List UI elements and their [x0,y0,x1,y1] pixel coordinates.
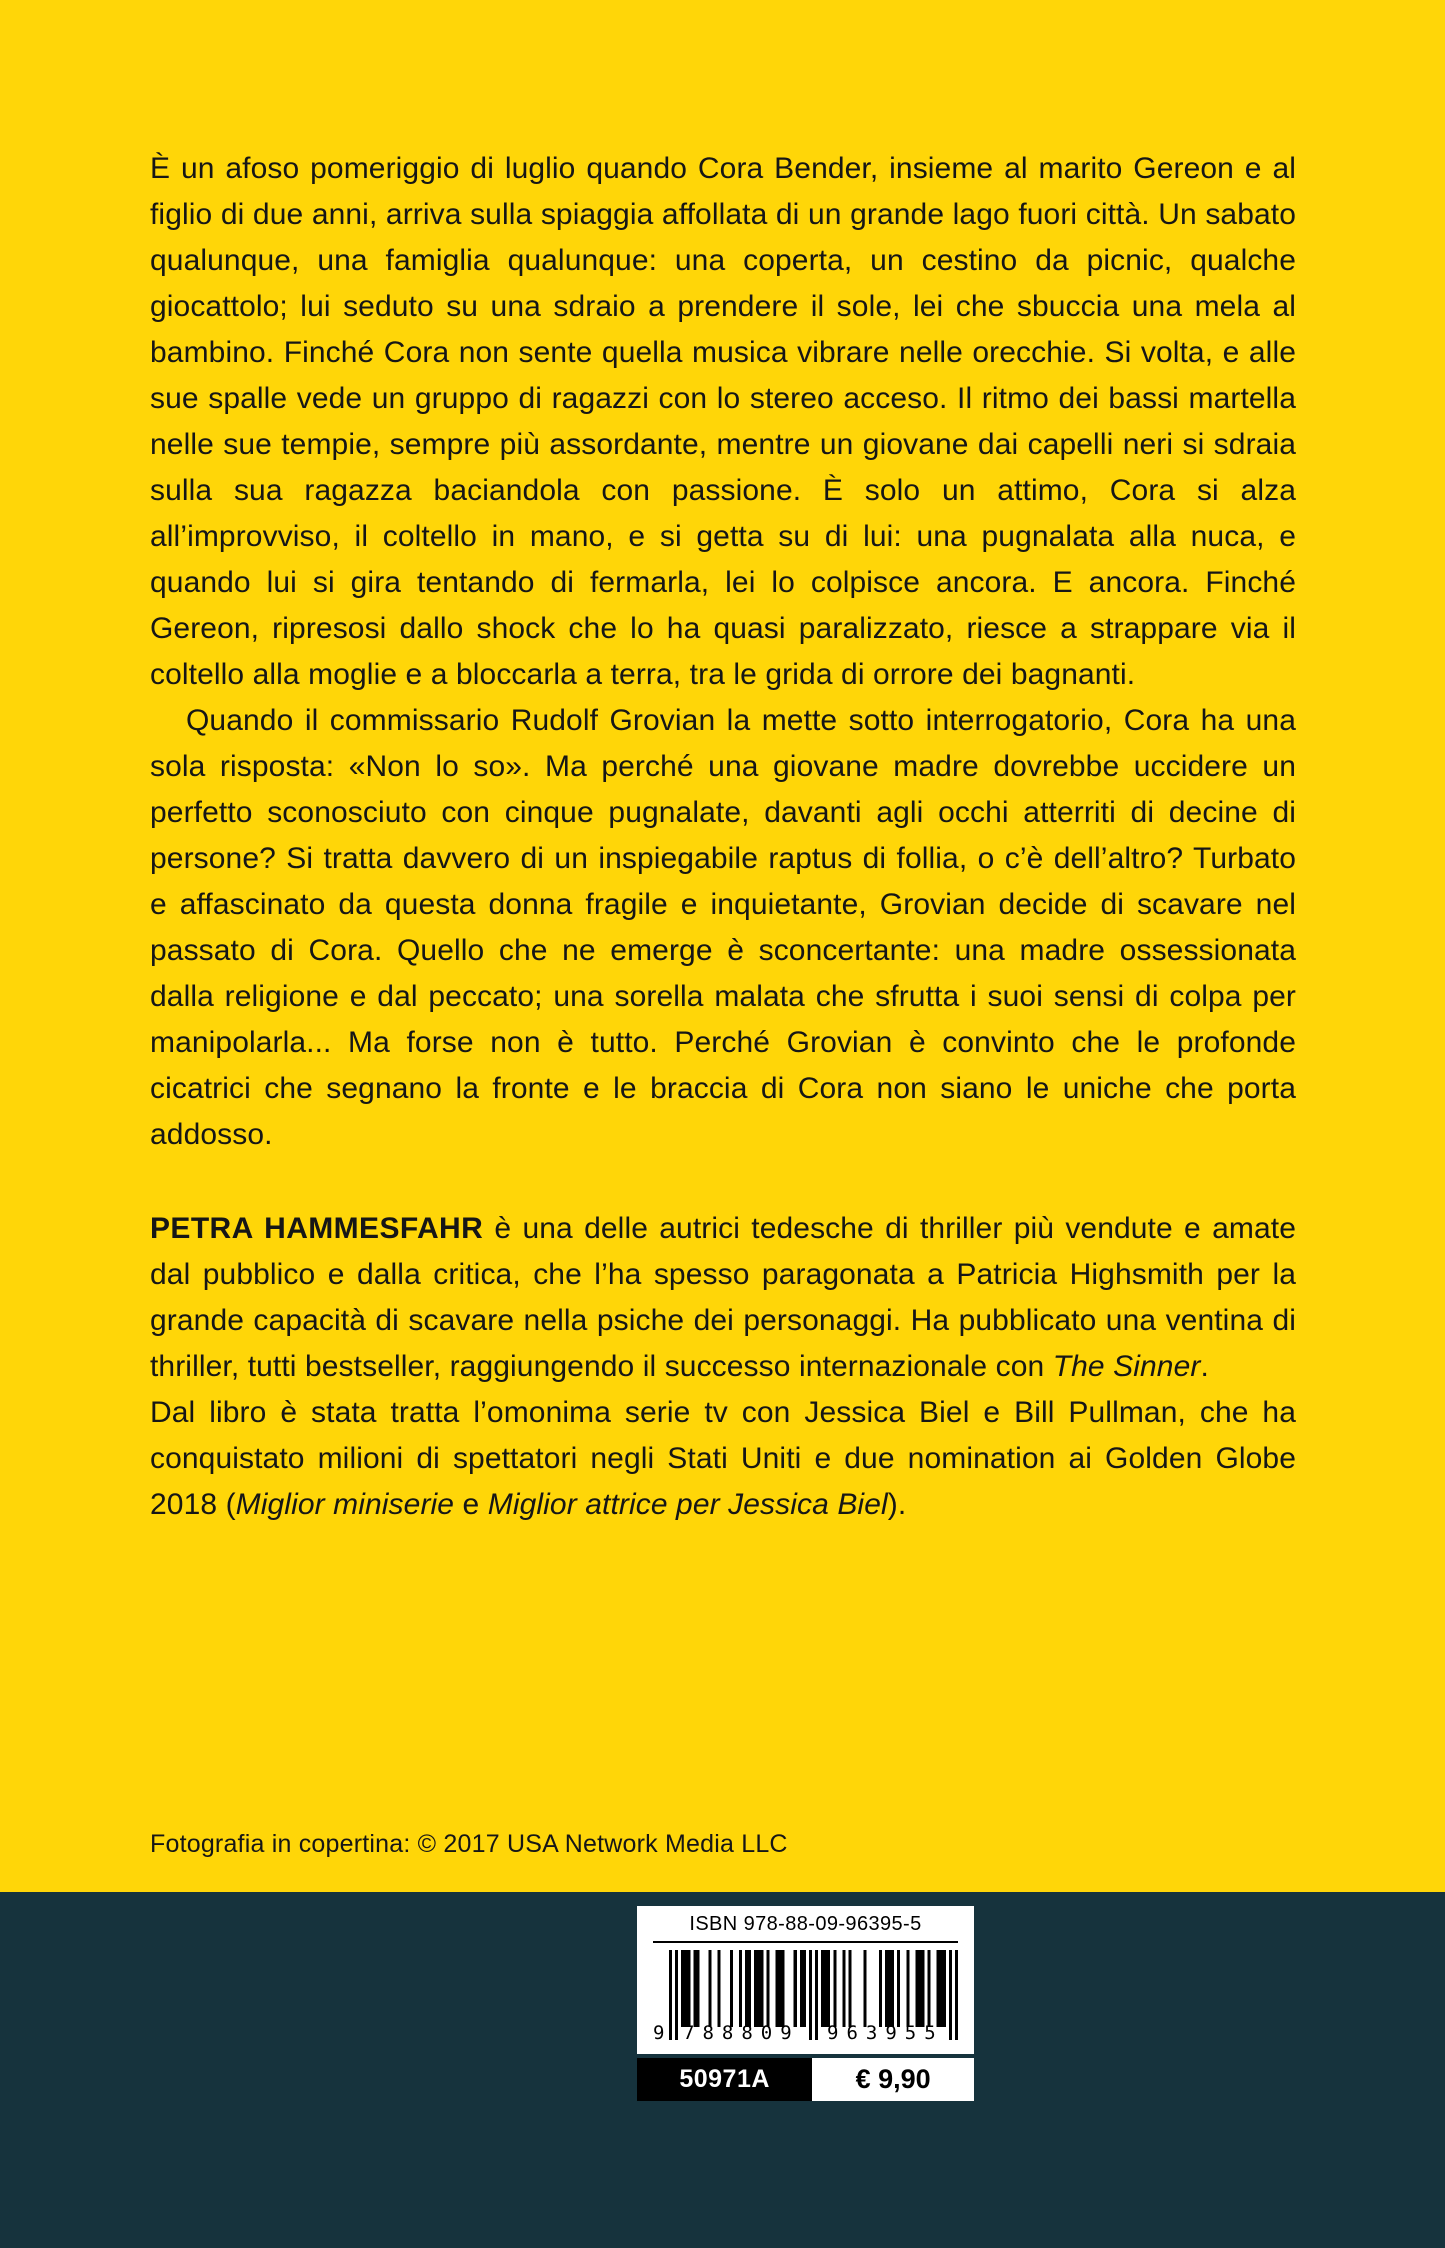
isbn-box [637,1906,974,2054]
author-bio-text: è una delle autrici tedesche di thriller più vendute e amate dal pubblico e dalla critica, che l’ha spesso paragonata a Patricia Highsmith per la grande capacità di scavare nella psiche dei personaggi. Ha pubblicato una ventina di thriller, tutti bestseller, raggiungendo il successo internazionale con [150,1212,1296,1383]
photo-credit: Fotografia in copertina: © 2017 USA Network Media LLC [150,1830,788,1858]
nomination-italic-2: Miglior attrice per Jessica Biel [487,1488,888,1521]
synopsis-section [150,146,1296,1158]
tv-series-text: Dal libro è stata tratta l’omonima serie tv con Jessica Biel e Bill Pullman, che ha conquistato milioni di spettatori negli Stati Uniti e due nomination ai Golden Globe 2018 ( [150,1396,1296,1521]
back-cover-text [150,146,1296,1528]
author-name: PETRA HAMMESFAHR [150,1212,484,1245]
price-badge: € 9,90 [812,2058,974,2101]
synopsis-paragraph-2: Quando il commissario Rudolf Grovian la mette sotto interrogatorio, Cora ha una sola risposta: «Non lo so». Ma perché una giovane madre dovrebbe uccidere un perfetto sconosciuto con cinque pugnalate, davanti agli occhi atterriti di decine di persone? Si tratta davvero di un inspiegabile raptus di follia, o c’è dell’altro? Turbato e affascinato da questa donna fragile e inquietante, Grovian decide di scavare nel passato di Cora. Quello che ne emerge è sconcertante: una madre ossessionata dalla religione e dal peccato; una sorella malata che sfrutta i suoi sensi di colpa per manipolarla... Ma forse non è tutto. Perché Grovian è convinto che le profonde cicatrici che segnano la fronte e le braccia di Cora non siano le uniche che porta addosso. [150,704,1296,1151]
footer-band [0,1892,1445,2248]
nomination-italic-1: Miglior miniserie [235,1488,455,1521]
book-title-italic: The Sinner [1052,1350,1201,1383]
isbn-block [637,1906,974,2101]
code-badge: 50971A [637,2058,812,2101]
price-row [637,2058,974,2101]
author-bio-paragraph-2 [150,1390,1296,1528]
barcode-digit-group-1: 788809 [683,2022,800,2044]
synopsis-paragraph-1: È un afoso pomeriggio di luglio quando Cora Bender, insieme al marito Gereon e al figlio di due anni, arriva sulla spiaggia affollata di un grande lago fuori città. Un sabato qualunque, una famiglia qualunque: una coperta, un cestino da picnic, qualche giocattolo; lui seduto su una sdraio a prendere il sole, lei che sbuccia una mela al bambino. Finché Cora non sente quella musica vibrare nelle orecchie. Si volta, e alle sue spalle vede un gruppo di ragazzi con lo stereo acceso. Il ritmo dei bassi martella nelle sue tempie, sempre più assordante, mentre un giovane dai capelli neri si sdraia sulla sua ragazza baciandola con passione. È solo un attimo, Cora si alza all’improvviso, il coltello in mano, e si getta su di lui: una pugnalata alla nuca, e quando lui si gira tentando di fermarla, lei lo colpisce ancora. E ancora. Finché Gereon, ripresosi dallo shock che lo ha quasi paralizzato, riesce a strappare via il coltello alla moglie e a bloccarla a terra, tra le grida di orrore dei bagnanti. [150,152,1296,691]
author-bio-paragraph-1 [150,1206,1296,1390]
author-bio-section [150,1206,1296,1528]
tv-series-text-mid: e [454,1488,488,1521]
isbn-label: ISBN 978-88-09-96395-5 [653,1913,958,1943]
ean-barcode [653,1950,958,2044]
author-bio-text-end: . [1200,1350,1209,1383]
barcode-digit-group-2: 963955 [827,2022,944,2044]
barcode-digit-left: 9 [653,2022,665,2044]
tv-series-text-end: ). [887,1488,907,1521]
